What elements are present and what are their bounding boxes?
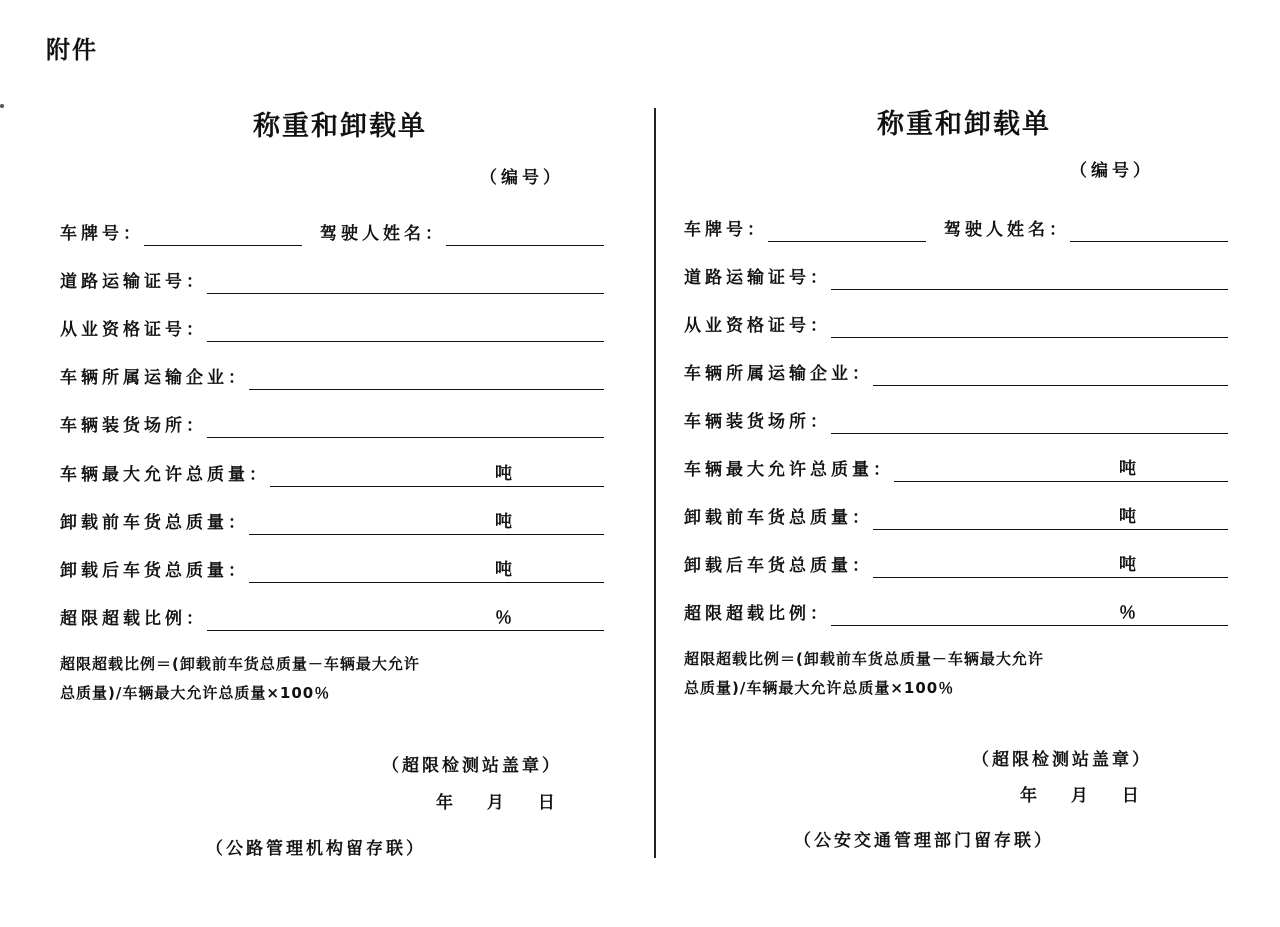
row-after-mass: [60, 553, 604, 583]
attachment-label: 附件: [46, 36, 98, 64]
form-title: 称重和卸载单: [253, 111, 427, 142]
after-mass-label: 卸载后车货总质量：: [60, 561, 249, 581]
driver-label: 驾驶人姓名：: [320, 224, 446, 244]
road-permit-field[interactable]: [831, 265, 1228, 290]
form-title: 称重和卸载单: [877, 109, 1051, 140]
road-permit-label: 道路运输证号：: [684, 268, 831, 288]
company-label: 车辆所属运输企业：: [60, 368, 249, 388]
percent-unit: ％: [495, 608, 512, 628]
percent-unit: ％: [1119, 603, 1136, 623]
ton-unit: 吨: [495, 560, 512, 580]
after-mass-field[interactable]: [873, 553, 1228, 578]
ton-unit: 吨: [495, 464, 512, 484]
max-mass-field[interactable]: [270, 462, 604, 487]
form-police-copy: [684, 0, 1244, 927]
serial-number-label: （编号）: [1070, 161, 1154, 181]
before-mass-label: 卸载前车货总质量：: [60, 513, 249, 533]
before-mass-field[interactable]: [249, 510, 604, 535]
row-road-permit: [684, 260, 1228, 290]
ratio-field[interactable]: [207, 606, 604, 631]
before-mass-label: 卸载前车货总质量：: [684, 508, 873, 528]
loading-site-label: 车辆装货场所：: [60, 416, 207, 436]
company-field[interactable]: [249, 365, 604, 390]
formula-note: [684, 645, 1164, 703]
ratio-field[interactable]: [831, 601, 1228, 626]
ton-unit: 吨: [495, 512, 512, 532]
company-field[interactable]: [873, 361, 1228, 386]
before-mass-field[interactable]: [873, 505, 1228, 530]
plate-field[interactable]: [144, 221, 302, 246]
ton-unit: 吨: [1119, 507, 1136, 527]
qualification-label: 从业资格证号：: [60, 320, 207, 340]
row-max-mass: [60, 457, 604, 487]
loading-site-label: 车辆装货场所：: [684, 412, 831, 432]
plate-label: 车牌号：: [684, 220, 768, 240]
row-after-mass: [684, 548, 1228, 578]
row-company: [60, 360, 604, 390]
ratio-label: 超限超载比例：: [60, 609, 207, 629]
plate-label: 车牌号：: [60, 224, 144, 244]
row-loading-site: [60, 408, 604, 438]
row-road-permit: [60, 264, 604, 294]
formula-note: [60, 650, 540, 708]
road-permit-label: 道路运输证号：: [60, 272, 207, 292]
loading-site-field[interactable]: [207, 413, 604, 438]
after-mass-field[interactable]: [249, 558, 604, 583]
max-mass-field[interactable]: [894, 457, 1228, 482]
row-before-mass: [684, 500, 1228, 530]
driver-field[interactable]: [1070, 217, 1228, 242]
row-ratio: [684, 596, 1228, 626]
max-mass-label: 车辆最大允许总质量：: [60, 465, 270, 485]
form-divider: [654, 108, 656, 858]
formula-line-2: 总质量)/车辆最大允许总质量×100％: [60, 684, 331, 702]
loading-site-field[interactable]: [831, 409, 1228, 434]
formula-line-1: 超限超载比例＝(卸载前车货总质量－车辆最大允许: [684, 650, 1044, 668]
plate-field[interactable]: [768, 217, 926, 242]
road-permit-field[interactable]: [207, 269, 604, 294]
row-qualification: [684, 308, 1228, 338]
driver-field[interactable]: [446, 221, 604, 246]
date-label: 年 月 日: [436, 793, 557, 813]
max-mass-label: 车辆最大允许总质量：: [684, 460, 894, 480]
row-qualification: [60, 312, 604, 342]
form-highway-copy: [60, 0, 620, 927]
row-loading-site: [684, 404, 1228, 434]
copy-label: （公路管理机构留存联）: [206, 839, 426, 859]
formula-line-2: 总质量)/车辆最大允许总质量×100％: [684, 679, 955, 697]
qualification-field[interactable]: [207, 317, 604, 342]
serial-number-label: （编号）: [480, 168, 564, 188]
row-plate-driver: [684, 212, 1228, 242]
ton-unit: 吨: [1119, 459, 1136, 479]
row-ratio: [60, 601, 604, 631]
stamp-label: （超限检测站盖章）: [972, 750, 1152, 770]
row-plate-driver: [60, 216, 604, 246]
row-company: [684, 356, 1228, 386]
company-label: 车辆所属运输企业：: [684, 364, 873, 384]
ton-unit: 吨: [1119, 555, 1136, 575]
scan-speck: [0, 104, 4, 108]
qualification-field[interactable]: [831, 313, 1228, 338]
driver-label: 驾驶人姓名：: [944, 220, 1070, 240]
ratio-label: 超限超载比例：: [684, 604, 831, 624]
copy-label: （公安交通管理部门留存联）: [794, 831, 1054, 851]
date-label: 年 月 日: [1020, 786, 1141, 806]
stamp-label: （超限检测站盖章）: [382, 756, 562, 776]
after-mass-label: 卸载后车货总质量：: [684, 556, 873, 576]
formula-line-1: 超限超载比例＝(卸载前车货总质量－车辆最大允许: [60, 655, 420, 673]
qualification-label: 从业资格证号：: [684, 316, 831, 336]
row-max-mass: [684, 452, 1228, 482]
row-before-mass: [60, 505, 604, 535]
